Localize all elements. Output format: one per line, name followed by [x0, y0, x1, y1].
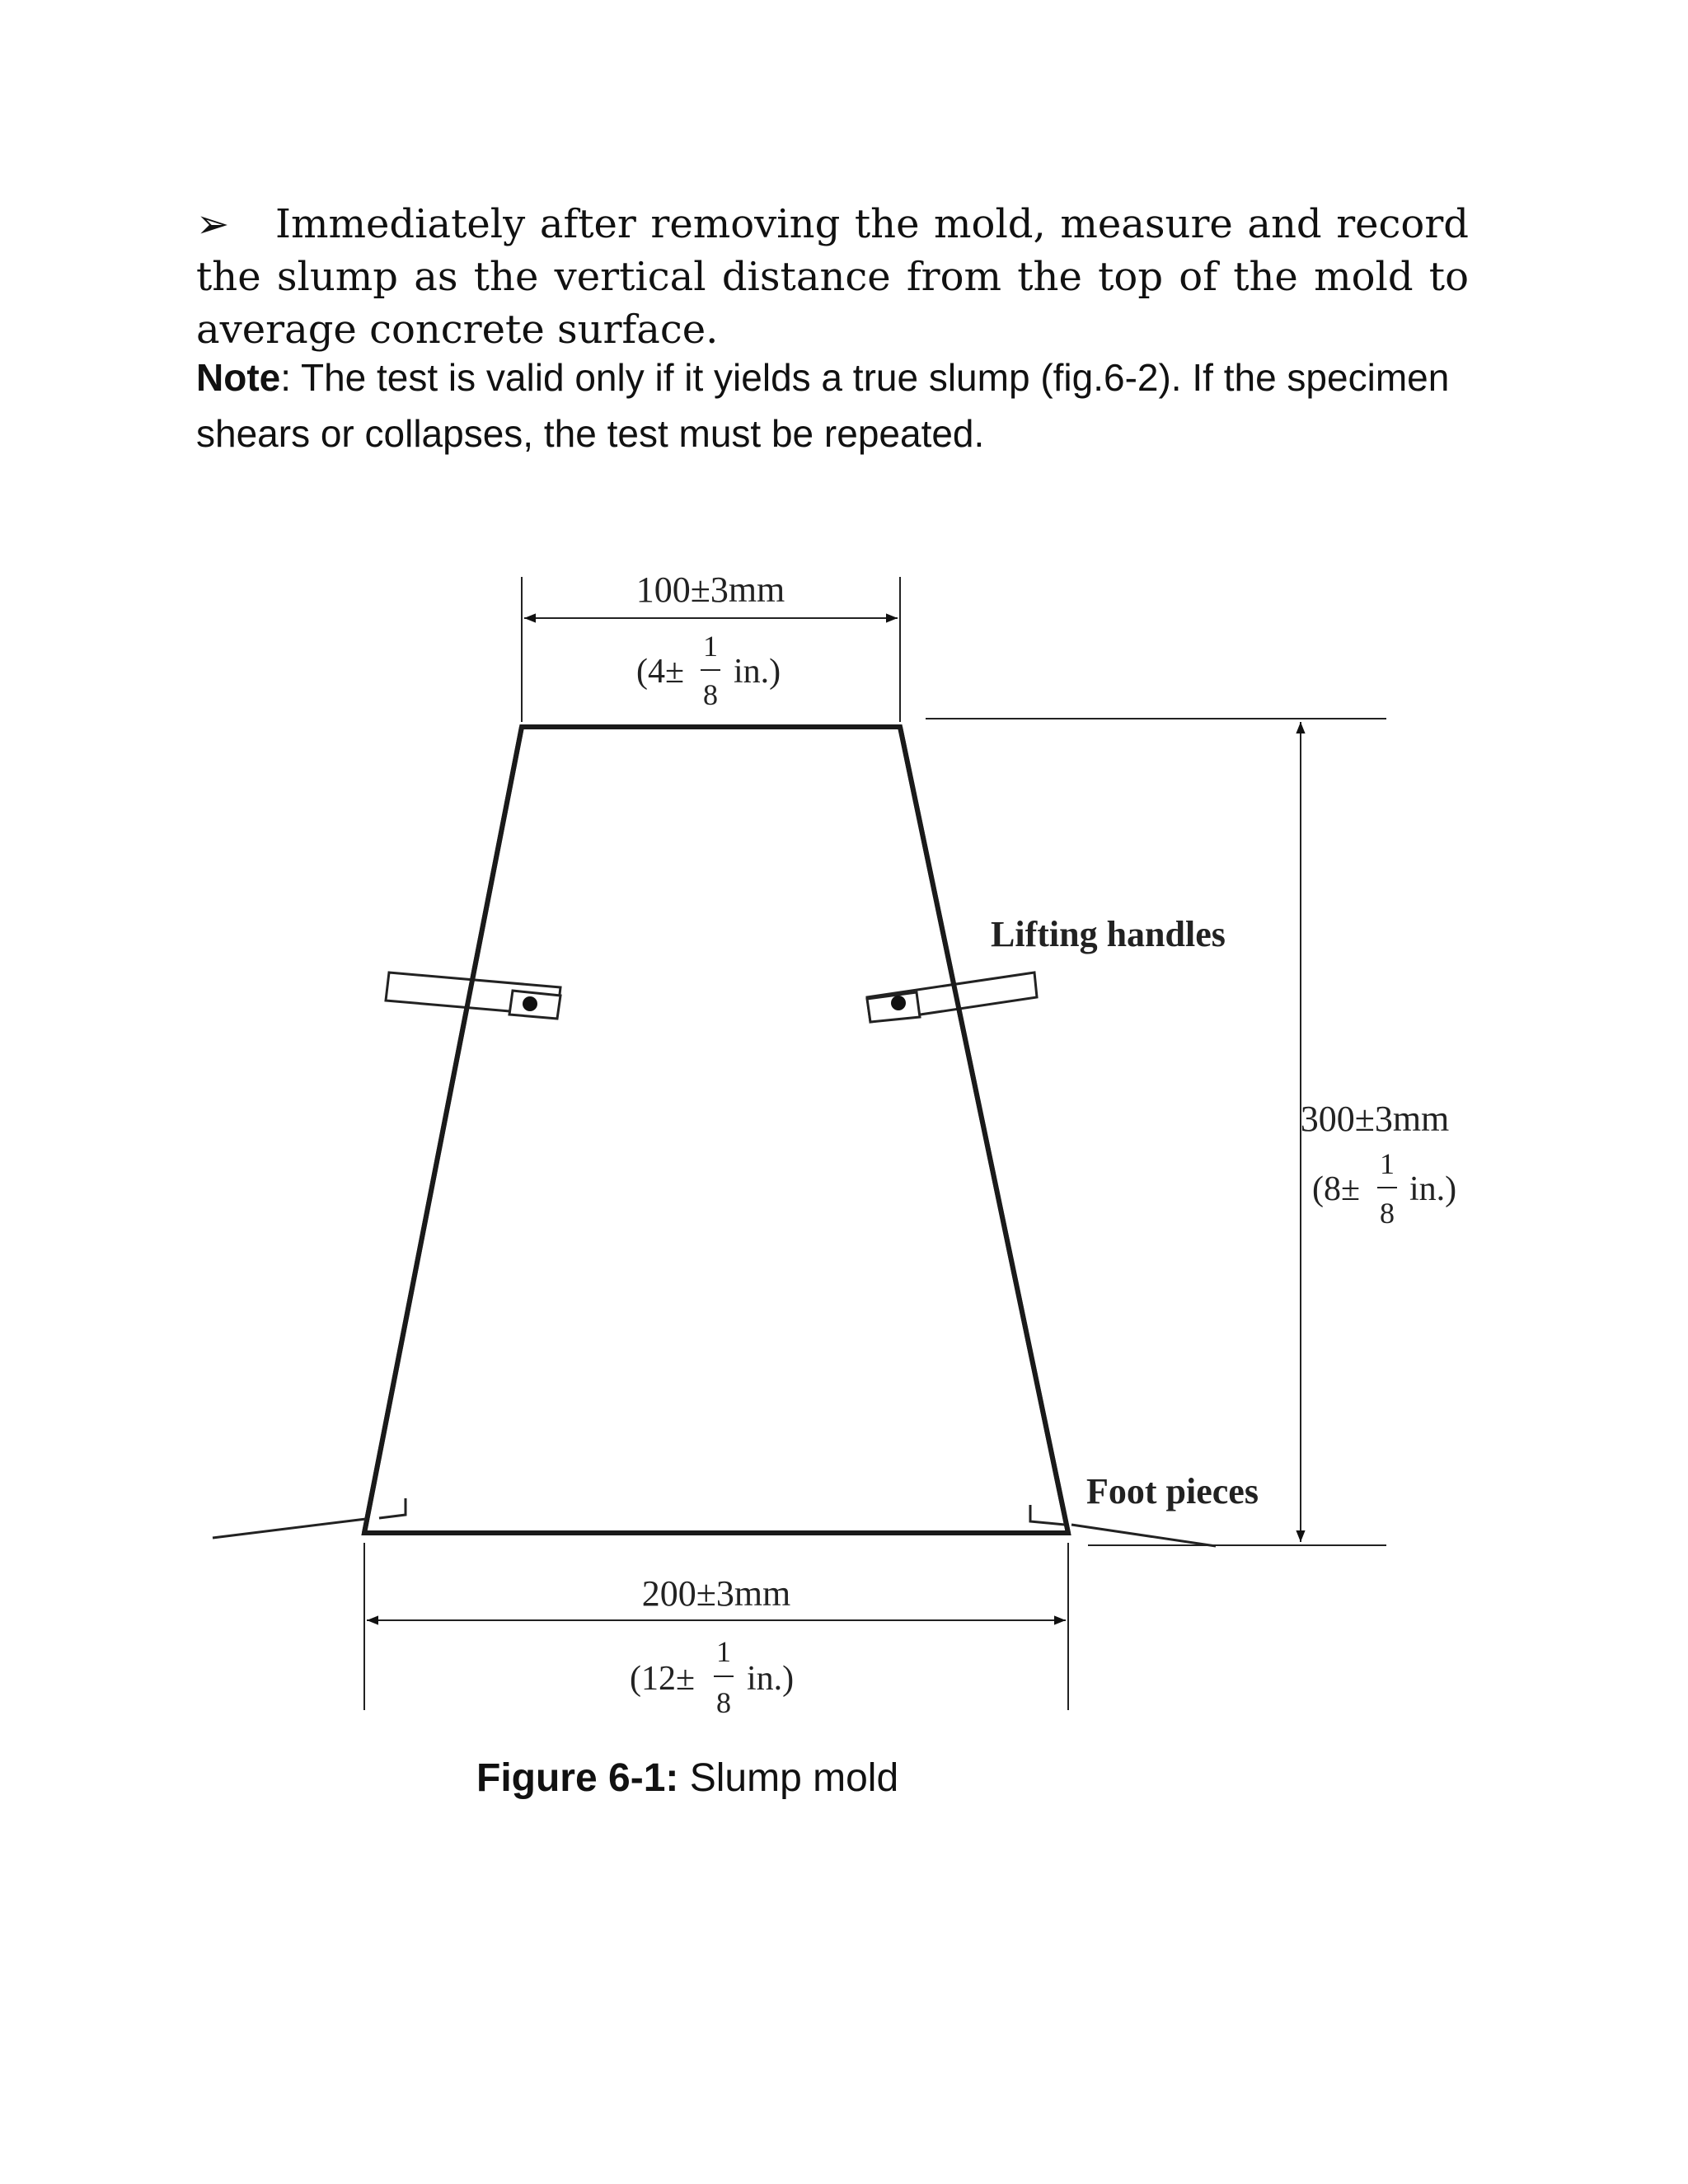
- top-dim-open: (4±: [636, 653, 685, 691]
- figure-caption: [476, 1755, 1218, 1801]
- top-dim-close: in.): [734, 653, 781, 691]
- instruction-text: Immediately after removing the mold, measure and record the slump as the vertical distance from the top of the mold to average concrete surface.: [196, 201, 1469, 353]
- arrow-bullet-icon: ➢: [196, 201, 230, 247]
- height-dim-num: 1: [1380, 1147, 1395, 1180]
- bottom-dim-metric: 200±3mm: [641, 1573, 791, 1614]
- right-lifting-handle: [867, 727, 1068, 1533]
- caption-text: Slump mold: [678, 1756, 899, 1800]
- foot-pieces-label: Foot pieces: [1086, 1471, 1259, 1511]
- cone-outline: [364, 727, 1068, 1533]
- bottom-dim-open: (12±: [630, 1660, 696, 1698]
- bottom-dim-den: 8: [716, 1686, 731, 1719]
- height-dim-metric: 300±3mm: [1300, 1099, 1450, 1139]
- height-dimension: [926, 719, 1456, 1545]
- note-text: : The test is valid only if it yields a true slump (fig.6-2). If the specimen shears or collapses, the test must be repeated.: [196, 356, 1450, 455]
- caption-label: Figure 6-1:: [476, 1756, 679, 1800]
- top-dimension: [522, 569, 900, 722]
- height-dim-open: (8±: [1312, 1170, 1361, 1208]
- height-dim-close: in.): [1409, 1170, 1457, 1208]
- left-lifting-handle: [364, 727, 560, 1533]
- note-label: Note: [196, 356, 281, 399]
- height-dim-den: 8: [1380, 1197, 1395, 1230]
- bottom-dim-close: in.): [747, 1660, 795, 1698]
- bottom-dimension: [364, 1543, 1068, 1719]
- top-dim-metric: 100±3mm: [635, 569, 785, 610]
- bottom-dim-num: 1: [716, 1635, 731, 1668]
- lifting-handles-label: Lifting handles: [991, 914, 1226, 954]
- top-dim-num: 1: [703, 630, 718, 663]
- top-dim-den: 8: [703, 678, 718, 711]
